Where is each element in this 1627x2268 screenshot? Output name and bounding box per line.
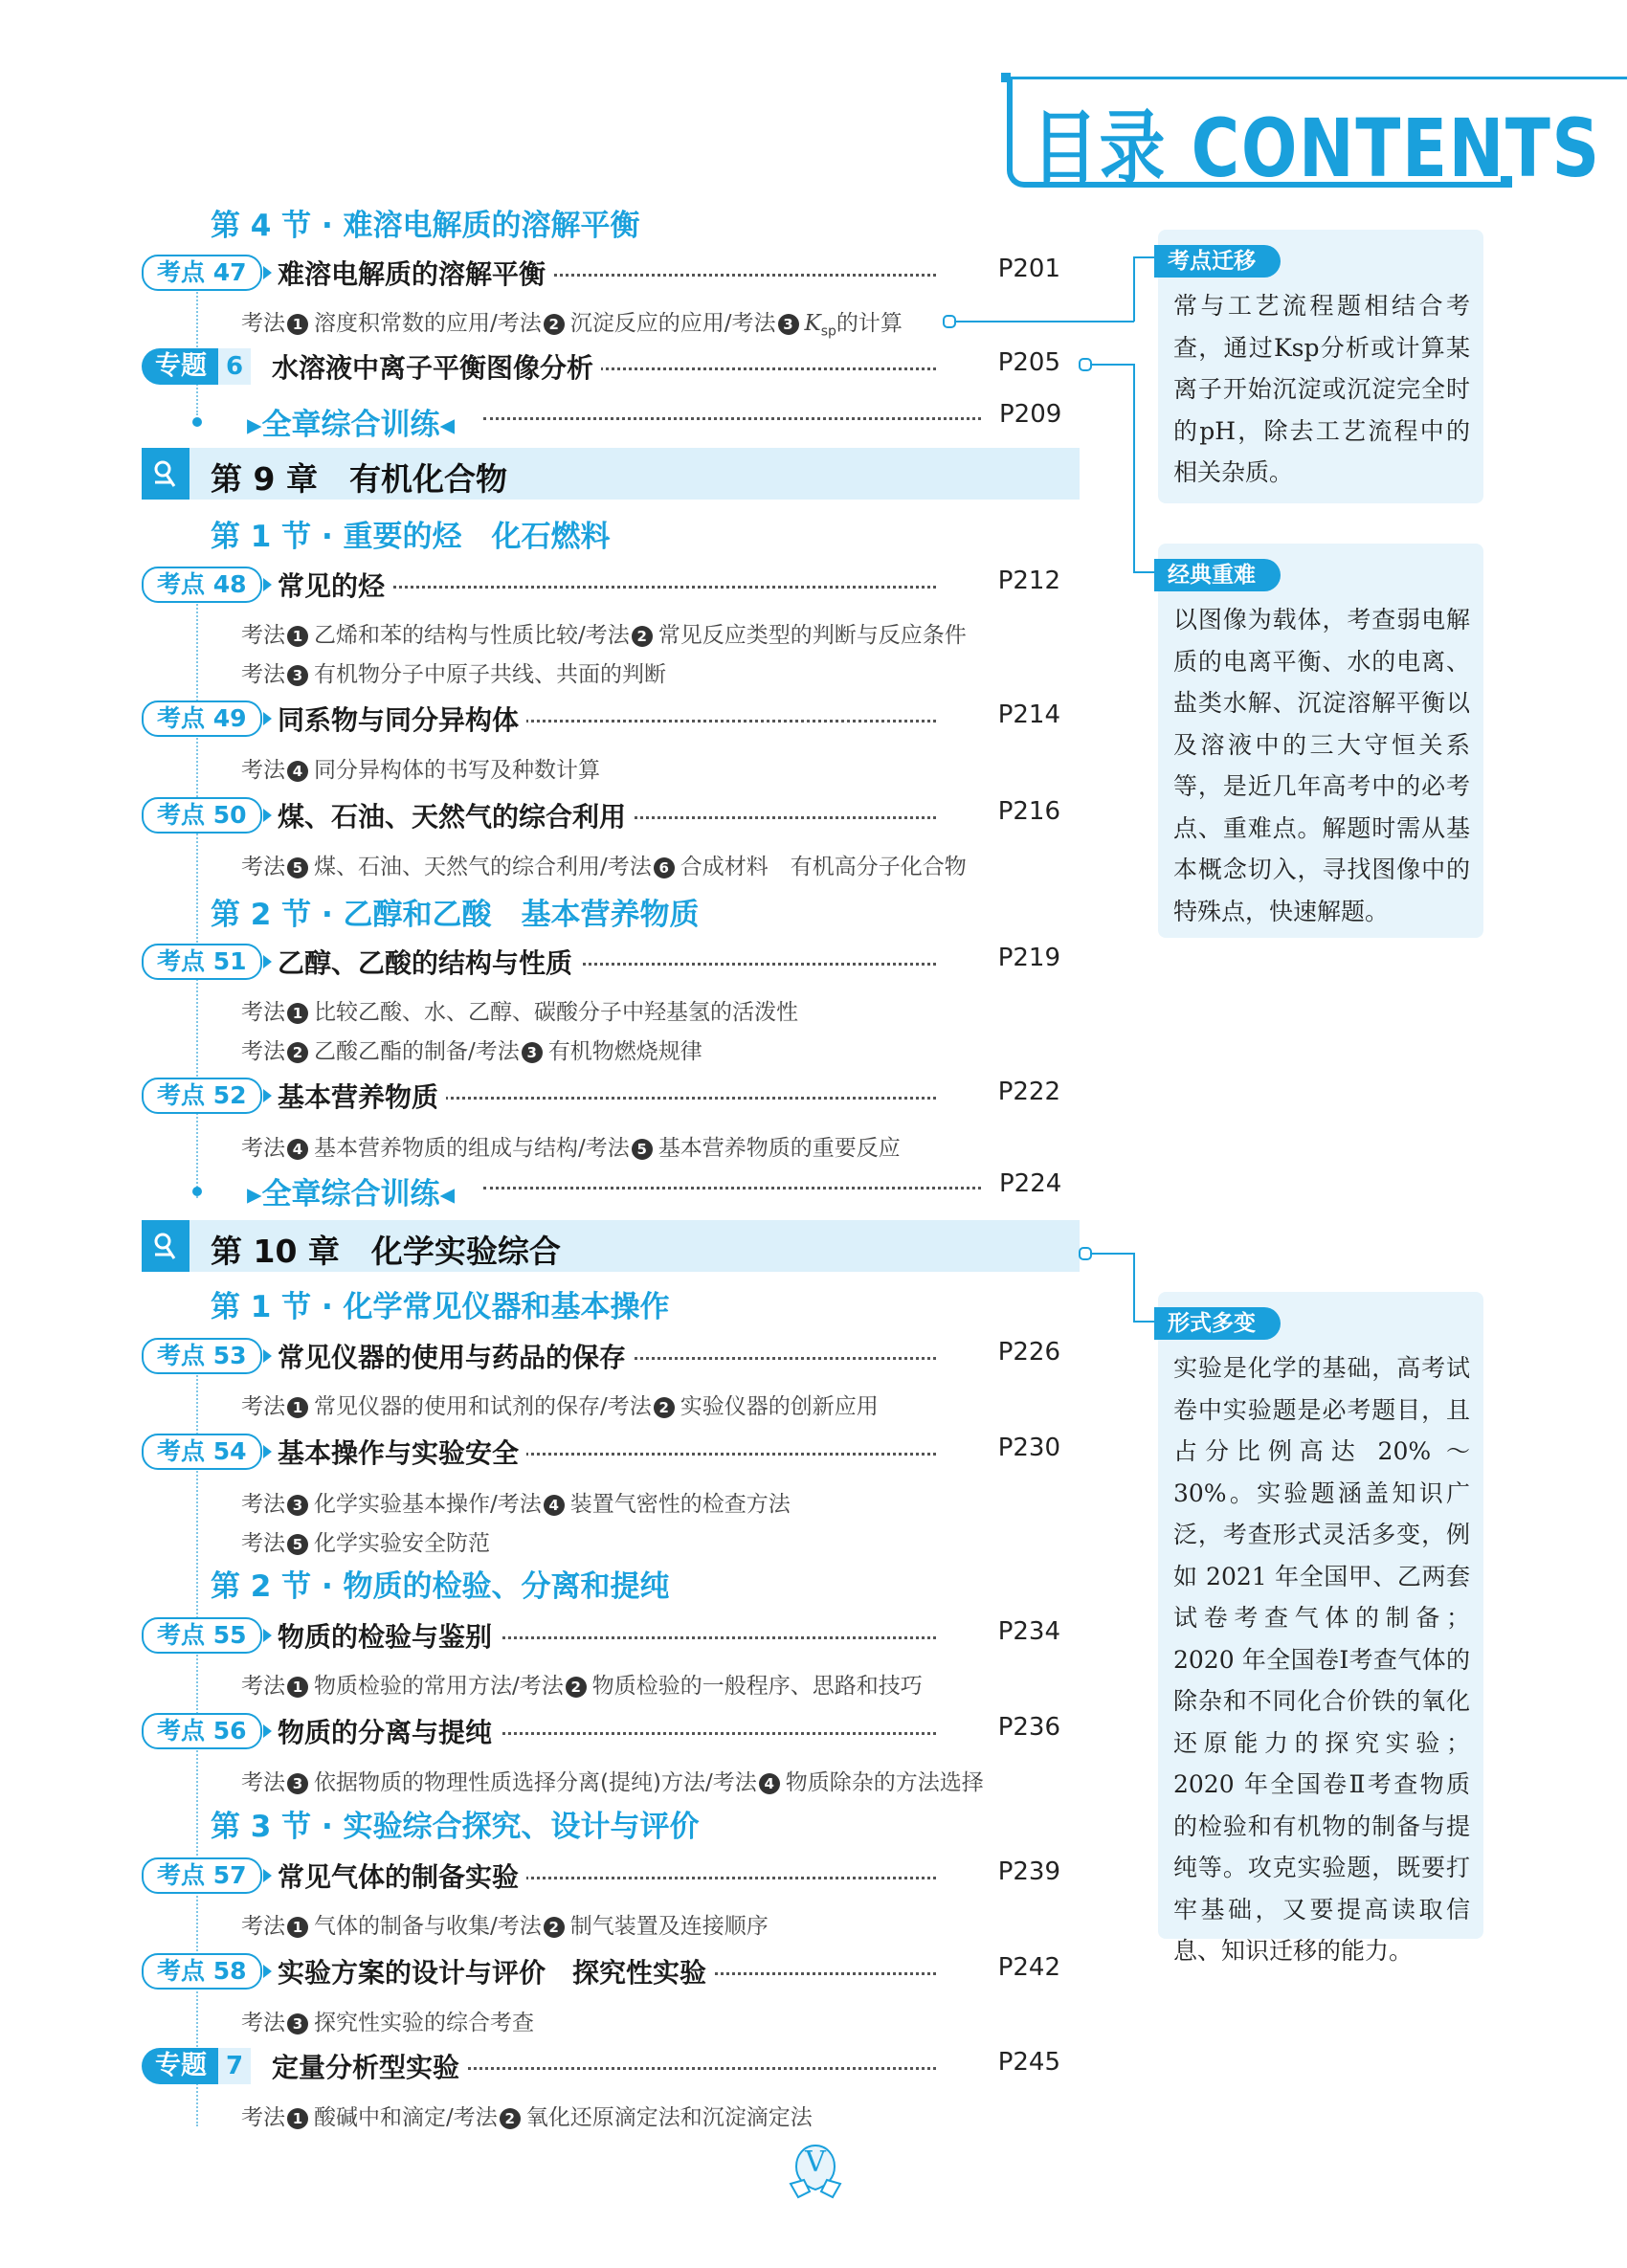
chapter-title: 第 10 章 化学实验综合 (211, 1233, 561, 1270)
topic-title: 物质的检验与鉴别 (278, 1616, 500, 1655)
connector-line (1092, 364, 1134, 366)
page-number: P239 (991, 1857, 1060, 1886)
method-number-icon: 1 (287, 314, 308, 335)
chemistry-icon (142, 1220, 189, 1272)
special-tag: 专题 (142, 2048, 243, 2084)
method-number-icon: 3 (287, 1773, 308, 1794)
method-line: 考法 4 基本营养物质的组成与结构/考法 5 基本营养物质的重要反应 (241, 1136, 901, 1161)
chapter-review-link[interactable]: ▸全章综合训练◂ (247, 400, 462, 443)
topic-tag: 考点 52 (142, 1078, 262, 1114)
topic-tag: 考点 48 (142, 567, 262, 603)
page-number-footer: V (805, 2146, 826, 2179)
page-number: P234 (991, 1617, 1060, 1646)
method-number-icon: 4 (759, 1773, 780, 1794)
leader-dots (483, 417, 981, 420)
page-number: P230 (991, 1434, 1060, 1462)
section-heading: 第 4 节 · 难溶电解质的溶解平衡 (211, 209, 640, 243)
header-corner-mark (1001, 73, 1011, 82)
toc-entry-50[interactable] (142, 793, 1060, 835)
method-number-icon: 2 (544, 1917, 565, 1938)
page-number: P209 (999, 400, 1062, 429)
page-number: P216 (991, 797, 1060, 826)
method-number-icon: 1 (287, 626, 308, 647)
connector-line (1133, 1253, 1135, 1322)
side-note-tag: 经典重难 (1154, 559, 1281, 591)
special-number: 7 (218, 2048, 251, 2084)
page-number: P201 (991, 255, 1060, 283)
page-number: P222 (991, 1078, 1060, 1106)
method-number-icon: 5 (287, 1534, 308, 1555)
bullet-dot (192, 1187, 202, 1196)
method-number-icon: 3 (778, 314, 799, 335)
method-line: 考法 1 乙烯和苯的结构与性质比较/考法 2 常见反应类型的判断与反应条件 (241, 623, 967, 648)
toc-entry-49[interactable] (142, 697, 1060, 739)
topic-title: 煤、石油、天然气的综合利用 (278, 796, 634, 834)
connector-dot (1079, 1247, 1092, 1260)
topic-title: 常见气体的制备实验 (278, 1857, 526, 1895)
chemistry-icon (142, 448, 189, 500)
page-number: P219 (991, 944, 1060, 972)
toc-entry-51[interactable] (142, 940, 1060, 982)
method-line: 考法 5 化学实验安全防范 (241, 1531, 490, 1556)
topic-title: 乙醇、乙酸的结构与性质 (278, 943, 580, 981)
side-note-text: 以图像为载体，考查弱电解质的电离平衡、水的电离、盐类水解、沉淀溶解平衡以及溶液中的三大守恒关系等，是近几年高考中的必考点、重难点。解题时需从基本概念切入，寻找图像中的特殊点，快速解题。 (1173, 606, 1470, 925)
side-note-tag: 考点迁移 (1154, 245, 1281, 278)
connector-dot (1079, 358, 1092, 371)
section-heading: 第 1 节 · 重要的烃 化石燃料 (211, 520, 611, 554)
topic-title: 常见仪器的使用与药品的保存 (278, 1337, 634, 1375)
page-number: P226 (991, 1338, 1060, 1367)
method-line: 考法 1 常见仪器的使用和试剂的保存/考法 2 实验仪器的创新应用 (241, 1394, 879, 1419)
section-heading: 第 1 节 · 化学常见仪器和基本操作 (211, 1290, 670, 1324)
side-note-box (1158, 544, 1483, 938)
toc-entry-48[interactable] (142, 563, 1060, 605)
method-number-icon: 2 (544, 314, 565, 335)
topic-tag: 考点 49 (142, 700, 262, 737)
topic-title: 基本操作与实验安全 (278, 1433, 526, 1471)
method-line: 考法 4 同分异构体的书写及种数计算 (241, 758, 600, 783)
method-number-icon: 4 (544, 1495, 565, 1516)
method-number-icon: 1 (287, 2108, 308, 2129)
topic-tag: 考点 47 (142, 255, 262, 291)
chapter-title: 第 9 章 有机化合物 (211, 460, 507, 498)
toc-entry-53[interactable] (142, 1334, 1060, 1376)
special-number: 6 (218, 348, 251, 385)
topic-title: 实验方案的设计与评价 探究性实验 (278, 1952, 714, 1990)
page-number: P245 (991, 2048, 1060, 2077)
toc-entry-47[interactable] (142, 251, 1060, 293)
method-number-icon: 1 (287, 1677, 308, 1698)
page-number: P242 (991, 1953, 1060, 1982)
topic-title: 定量分析型实验 (272, 2047, 467, 2085)
toc-entry-58[interactable] (142, 1949, 1060, 1991)
method-line: 考法 3 依据物质的物理性质选择分离(提纯)方法/考法 4 物质除杂的方法选择 (241, 1770, 984, 1795)
toc-entry-special-7[interactable] (142, 2044, 1060, 2086)
method-number-icon: 3 (287, 665, 308, 686)
method-number-icon: 1 (287, 1003, 308, 1024)
method-number-icon: 3 (287, 2013, 308, 2035)
method-number-icon: 2 (287, 1042, 308, 1063)
method-number-icon: 1 (287, 1917, 308, 1938)
topic-tag: 考点 57 (142, 1857, 262, 1894)
method-line: 考法 2 乙酸乙酯的制备/考法 3 有机物燃烧规律 (241, 1039, 702, 1064)
method-number-icon: 4 (287, 761, 308, 782)
method-number-icon: 1 (287, 1397, 308, 1418)
chapter-banner-10 (142, 1220, 1080, 1272)
page-number: P236 (991, 1713, 1060, 1742)
connector-line (956, 321, 1134, 322)
chapter-review-link[interactable]: ▸全章综合训练◂ (247, 1169, 462, 1212)
topic-tag: 考点 53 (142, 1338, 262, 1374)
topic-title: 常见的烃 (278, 566, 392, 604)
method-line: 考法 1 物质检验的常用方法/考法 2 物质检验的一般程序、思路和技巧 (241, 1674, 923, 1699)
method-number-icon: 5 (287, 857, 308, 878)
method-line: 考法 1 气体的制备与收集/考法 2 制气装置及连接顺序 (241, 1914, 769, 1939)
method-number-icon: 4 (287, 1139, 308, 1160)
toc-entry-55[interactable] (142, 1613, 1060, 1656)
topic-title: 同系物与同分异构体 (278, 700, 526, 738)
page-title: 目录 CONTENTS (1032, 101, 1601, 195)
side-note-box (1158, 1292, 1483, 1965)
toc-entry-52[interactable] (142, 1074, 1060, 1116)
side-note-tag: 形式多变 (1154, 1307, 1281, 1340)
topic-tag: 考点 55 (142, 1617, 262, 1654)
topic-tag: 考点 51 (142, 944, 262, 980)
topic-title: 物质的分离与提纯 (278, 1712, 500, 1750)
connector-line (1133, 364, 1135, 572)
section-heading: 第 2 节 · 物质的检验、分离和提纯 (211, 1569, 670, 1604)
side-note-box (1158, 230, 1483, 503)
section-heading: 第 2 节 · 乙醇和乙酸 基本营养物质 (211, 898, 700, 932)
side-note-text: 实验是化学的基础，高考试卷中实验题是必考题目，且占分比例高达 20% ～30%。实验题涵盖知识广泛，考查形式灵活多变，例如 2021 年全国甲、乙两套试卷考查气体的制备；2020 年全国卷Ⅰ考查气体的除杂和不同化合价铁的氧化还原能力的探究实验；2020 年全国卷Ⅱ考查物质的检验和有机物的制备与提纯等。攻克实验题，既要打牢基础，又要提高读取信息、知识迁移的能力。 (1173, 1354, 1470, 1965)
method-number-icon: 3 (287, 1495, 308, 1516)
topic-tag: 考点 58 (142, 1953, 262, 1990)
topic-title: 基本营养物质 (278, 1077, 446, 1115)
topic-title: 水溶液中离子平衡图像分析 (272, 347, 601, 386)
method-number-icon: 6 (654, 857, 675, 878)
method-line: 考法 1 比较乙酸、水、乙醇、碳酸分子中羟基氢的活泼性 (241, 1000, 798, 1025)
method-line: 考法 3 有机物分子中原子共线、共面的判断 (241, 662, 666, 687)
page-number: P224 (999, 1169, 1062, 1198)
method-number-icon: 2 (500, 2108, 521, 2129)
method-line: 考法 3 探究性实验的综合考查 (241, 2011, 534, 2035)
method-number-icon: 2 (566, 1677, 587, 1698)
toc-entry-57[interactable] (142, 1854, 1060, 1896)
method-number-icon: 2 (632, 626, 653, 647)
method-line: 考法 1 溶度积常数的应用/考法 2 沉淀反应的应用/考法 3 $K_{sp}$的计算 (241, 311, 903, 340)
toc-entry-56[interactable] (142, 1709, 1060, 1751)
topic-title: 难溶电解质的溶解平衡 (278, 254, 553, 292)
connector-line (1133, 256, 1135, 322)
section-heading: 第 3 节 · 实验综合探究、设计与评价 (211, 1810, 700, 1844)
chapter-banner-9 (142, 448, 1080, 500)
topic-tag: 考点 56 (142, 1713, 262, 1749)
page-number: P205 (991, 348, 1060, 377)
method-line: 考法 1 酸碱中和滴定/考法 2 氧化还原滴定法和沉淀滴定法 (241, 2105, 813, 2130)
connector-dot (943, 315, 956, 328)
page-number: P214 (991, 700, 1060, 729)
toc-entry-54[interactable] (142, 1430, 1060, 1472)
toc-entry-special-6[interactable] (142, 345, 1060, 387)
method-number-icon: 2 (654, 1397, 675, 1418)
page-number: P212 (991, 567, 1060, 595)
topic-tag: 考点 50 (142, 797, 262, 834)
method-number-icon: 3 (522, 1042, 543, 1063)
side-note-text: 常与工艺流程题相结合考查，通过Ksp分析或计算某离子开始沉淀或沉淀完全时的pH，除去工艺流程中的相关杂质。 (1173, 292, 1470, 486)
method-number-icon: 5 (632, 1139, 653, 1160)
special-tag: 专题 (142, 348, 243, 385)
method-line: 考法 5 煤、石油、天然气的综合利用/考法 6 合成材料 有机高分子化合物 (241, 855, 967, 879)
bullet-dot (192, 417, 202, 427)
connector-line (1092, 1253, 1134, 1255)
leader-dots (483, 1187, 981, 1190)
topic-tag: 考点 54 (142, 1434, 262, 1470)
method-line: 考法 3 化学实验基本操作/考法 4 装置气密性的检查方法 (241, 1492, 791, 1517)
